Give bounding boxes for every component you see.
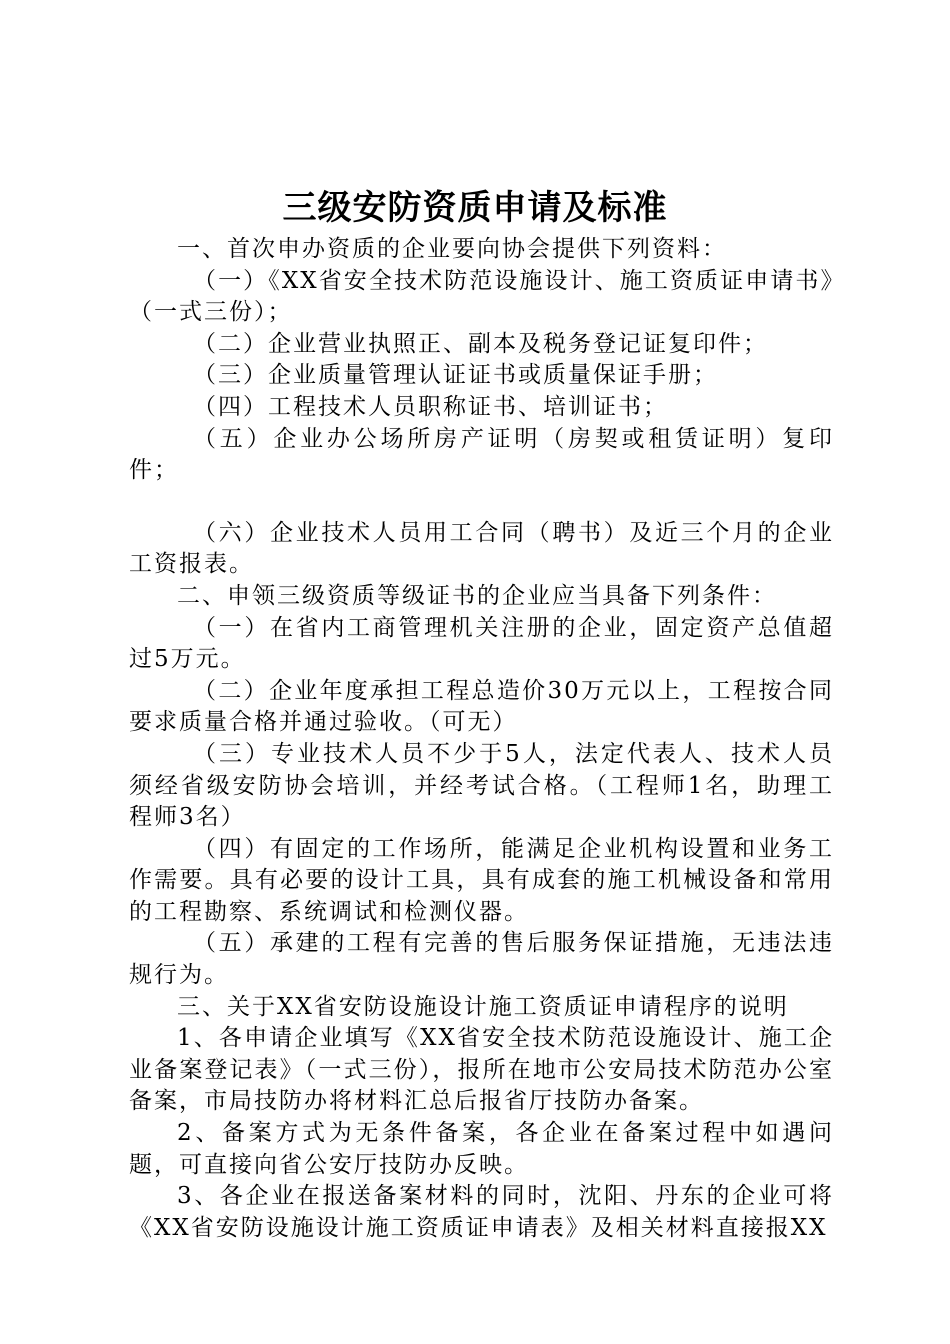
section-2-heading: 二、申领三级资质等级证书的企业应当具备下列条件： <box>177 582 777 609</box>
section-2-item-3: （三）专业技术人员不少于5人，法定代表人、技术人员须经省级安防协会培训，并经考试合格。（工程师1名，助理工程师3名） <box>129 740 834 831</box>
section-1-item-5: （五）企业办公场所房产证明（房契或租赁证明）复印件； <box>129 425 834 484</box>
paragraph-gap <box>129 487 834 518</box>
section-1-heading: 一、首次申办资质的企业要向协会提供下列资料： <box>177 236 727 262</box>
section-1-item-1: （一）《XX省安全技术防范设施设计、施工资质证申请书》（一式三份）； <box>129 267 834 326</box>
section-3-heading: 三、关于XX省安防设施设计施工资质证申请程序的说明 <box>177 993 789 1020</box>
section-1-item-3: （三）企业质量管理认证证书或质量保证手册； <box>193 362 718 389</box>
section-3-item-3: 3、各企业在报送备案材料的同时，沈阳、丹东的企业可将《XX省安防设施设计施工资质证申请表》及相关材料直接报XX <box>129 1183 834 1241</box>
document-body <box>129 234 834 1244</box>
section-3-item-2: 2、备案方式为无条件备案，各企业在备案过程中如遇问题，可直接向省公安厅技防办反映。 <box>129 1120 834 1178</box>
section-2-item-2: （二）企业年度承担工程总造价30万元以上，工程按合同要求质量合格并通过验收。（可无） <box>129 677 834 736</box>
section-3-item-1: 1、各申请企业填写《XX省安全技术防范设施设计、施工企业备案登记表》（一式三份），报所在地市公安局技术防范办公室备案，市局技防办将材料汇总后报省厅技防办备案。 <box>129 1025 834 1115</box>
section-2-item-4: （四）有固定的工作场所，能满足企业机构设置和业务工作需要。具有必要的设计工具，具有成套的施工机械设备和常用的工程勘察、系统调试和检测仪器。 <box>129 835 834 925</box>
section-1-item-4: （四）工程技术人员职称证书、培训证书； <box>193 393 668 420</box>
section-1-item-2: （二）企业营业执照正、副本及税务登记证复印件； <box>193 330 768 357</box>
section-2-item-5: （五）承建的工程有完善的售后服务保证措施，无违法违规行为。 <box>129 930 834 989</box>
document-title: 三级安防资质申请及标准 <box>282 188 668 228</box>
section-2-item-1: （一）在省内工商管理机关注册的企业，固定资产总值超过5万元。 <box>129 614 834 673</box>
section-1-item-6: （六）企业技术人员用工合同（聘书）及近三个月的企业工资报表。 <box>129 519 834 578</box>
